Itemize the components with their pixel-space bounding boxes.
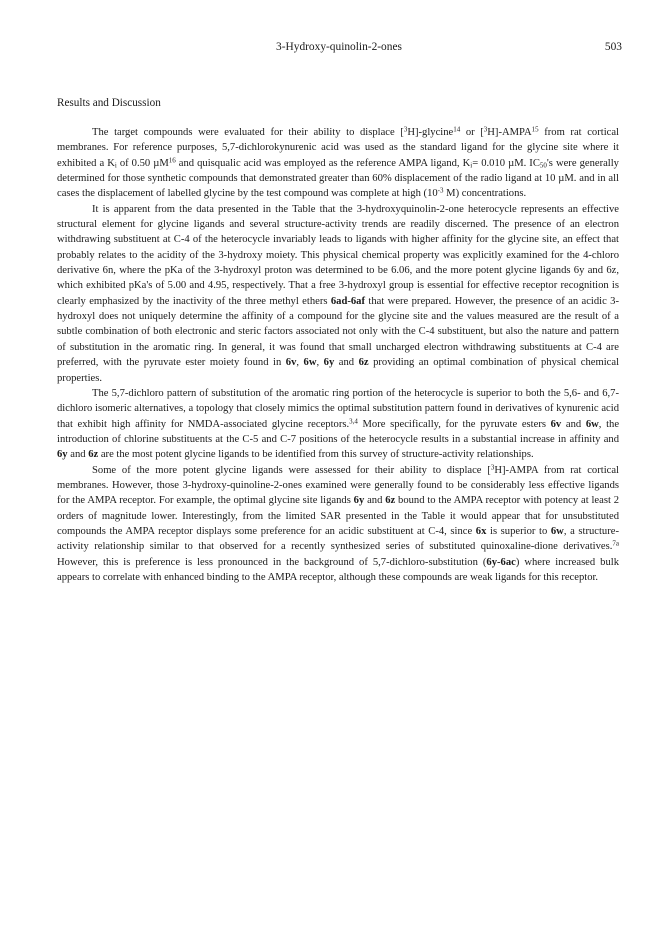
superscript: 14 xyxy=(453,125,461,134)
text-run: is superior to xyxy=(486,525,551,537)
subscript: i xyxy=(114,161,117,170)
subscript: 50 xyxy=(539,161,547,170)
text-run: Some of the more potent glycine ligands were assessed for their ability to displace [ xyxy=(92,464,491,476)
superscript: 3 xyxy=(483,125,488,134)
compound-label: 6ad-6af xyxy=(330,295,366,307)
text-run: It is apparent from the data presented in the Table that the 3-hydroxyquinolin-2-one heterocycle represents an effective structural element for glycine ligands and several structure-activity trends are readily discerned. The presence of an electron withdrawing substituent at C-4 of the heterocycle invariably leads to ligands with higher affinity for the glycine site, an effect that probably relates to the acidity of the 3-hydroxy moiety. This physical chemical property was explicitly examined for the 4-chloro derivative 6n, where the pKa of the 3-hydroxyl proton was determined to be 6.06, and the more potent glycine ligands 6y and 6z, which exhibited pKa's of 5.00 and 4.95, respectively. That a free 3-hydroxyl group is essential for effective receptor recognition is clearly emphasized by the inactivity of the three methyl ethers xyxy=(57,203,619,307)
text-run: 's were generally determined for those synthetic compounds that demonstrated greater than 60% displacement of the radio ligand at 10 µM. and in all cases the displacement of labelled glycine by the test compound was complete at high (10 xyxy=(57,157,619,200)
superscript: 16 xyxy=(168,156,176,165)
text-run: providing an optimal combination of physical chemical properties. xyxy=(57,357,620,384)
text-run: M) concentrations. xyxy=(443,188,527,200)
paragraph xyxy=(57,125,619,202)
compound-label: 6z xyxy=(88,449,99,461)
paragraph xyxy=(57,202,619,386)
running-header xyxy=(56,41,622,57)
compound-label: 6y xyxy=(323,357,335,369)
text-run: However, this is preference is less pronounced in the background of 5,7-dichloro-substitution ( xyxy=(57,556,487,568)
text-run: H]-AMPA from rat cortical membranes. However, those 3-hydroxy-quinoline-2-ones examined were generally found to be considerably less effective ligands for the AMPA receptor. For example, the optimal glycine site ligands xyxy=(57,464,619,507)
text-run: or [ xyxy=(460,127,484,138)
text-run: ) where increased bulk appears to correlate with enhanced binding to the AMPA receptor, although these compounds are weak ligands for this receptor. xyxy=(57,556,619,583)
superscript: -3 xyxy=(437,186,444,195)
compound-label: 6y xyxy=(57,449,68,461)
paragraph xyxy=(57,463,619,586)
text-run: of 0.50 µM xyxy=(116,157,169,169)
text-run: that were prepared. However, the presence of an acidic 3-hydroxyl does not uniquely determine the affinity of a compound for the glycine site and the values measured are the result of a subtle combination of both electronic and steric factors associated not only with the C-4 substituent, but also the nature and pattern of substitution in the aromatic ring. In general, it was found that small uncharged electron withdrawing substituents at C-4 are preferred, with the pyruvate ester moiety found in xyxy=(57,295,620,369)
compound-label: 6v xyxy=(550,418,562,430)
page-number: 503 xyxy=(604,41,622,53)
compound-label: 6z xyxy=(358,357,369,369)
compound-label: 6x xyxy=(475,525,487,537)
subscript: i xyxy=(470,161,473,170)
text-run: and xyxy=(561,418,586,430)
text-run: , the introduction of chlorine substituents at the C-5 and C-7 positions of the heterocycle results in a substantial increase in affinity and xyxy=(57,418,620,445)
text-run: , a structure-activity relationship similar to that observed for a recently synthesized series of substituted quinoxaline-dione derivatives. xyxy=(57,525,619,553)
superscript: 7a xyxy=(612,539,619,548)
text-run: and xyxy=(334,357,359,369)
text-run: , xyxy=(316,357,324,369)
superscript: 3,4 xyxy=(349,417,358,426)
text-run: and xyxy=(364,495,386,507)
text-run: from rat cortical membranes. For reference purposes, 5,7-dichlorokynurenic acid was used as the standard ligand for the glycine site where it exhibited a K xyxy=(57,127,619,169)
compound-label: 6w xyxy=(550,525,564,537)
text-run: and xyxy=(67,449,89,461)
paragraph xyxy=(57,386,619,463)
text-run: , xyxy=(296,357,304,369)
text-run: H]-glycine xyxy=(407,127,454,138)
text-run: and quisqualic acid was employed as the reference AMPA ligand, K xyxy=(175,157,471,169)
compound-label: 6w xyxy=(303,357,317,369)
compound-label: 6y xyxy=(353,495,365,507)
compound-label: 6v xyxy=(285,357,297,369)
text-run: = 0.010 µM. IC xyxy=(472,157,540,169)
text-run: H]-AMPA xyxy=(487,127,532,138)
text-run: The 5,7-dichloro pattern of substitution of the aromatic ring portion of the heterocycle is superior to both the 5,6- and 6,7-dichloro isomeric alternatives, a topology that closely mimics the optimal substitution pattern found in derivatives of kynurenic acid that exhibit high affinity for NMDA-associated glycine receptors. xyxy=(57,387,619,430)
compound-label: 6y-6ac xyxy=(486,556,516,568)
superscript: 3 xyxy=(490,463,495,472)
text-run: bound to the AMPA receptor with potency at least 2 orders of magnitude lower. Interestingly, from the limited SAR presented in the Table it would appear that for unsubstituted compounds the AMPA receptor displays some preference for an acidic substituent at C-4, since xyxy=(57,495,620,537)
running-title: 3-Hydroxy-quinolin-2-ones xyxy=(276,41,402,53)
superscript: 3 xyxy=(403,125,408,134)
text-run: are the most potent glycine ligands to be identified from this survey of structure-activity relationships. xyxy=(98,449,534,461)
text-run: The target compounds were evaluated for their ability to displace [ xyxy=(92,127,404,138)
compound-label: 6z xyxy=(385,495,396,507)
superscript: 15 xyxy=(531,125,539,134)
body-text xyxy=(57,125,619,585)
compound-label: 6w xyxy=(585,418,599,430)
text-run: More specifically, for the pyruvate esters xyxy=(357,418,551,430)
section-heading: Results and Discussion xyxy=(57,97,161,109)
